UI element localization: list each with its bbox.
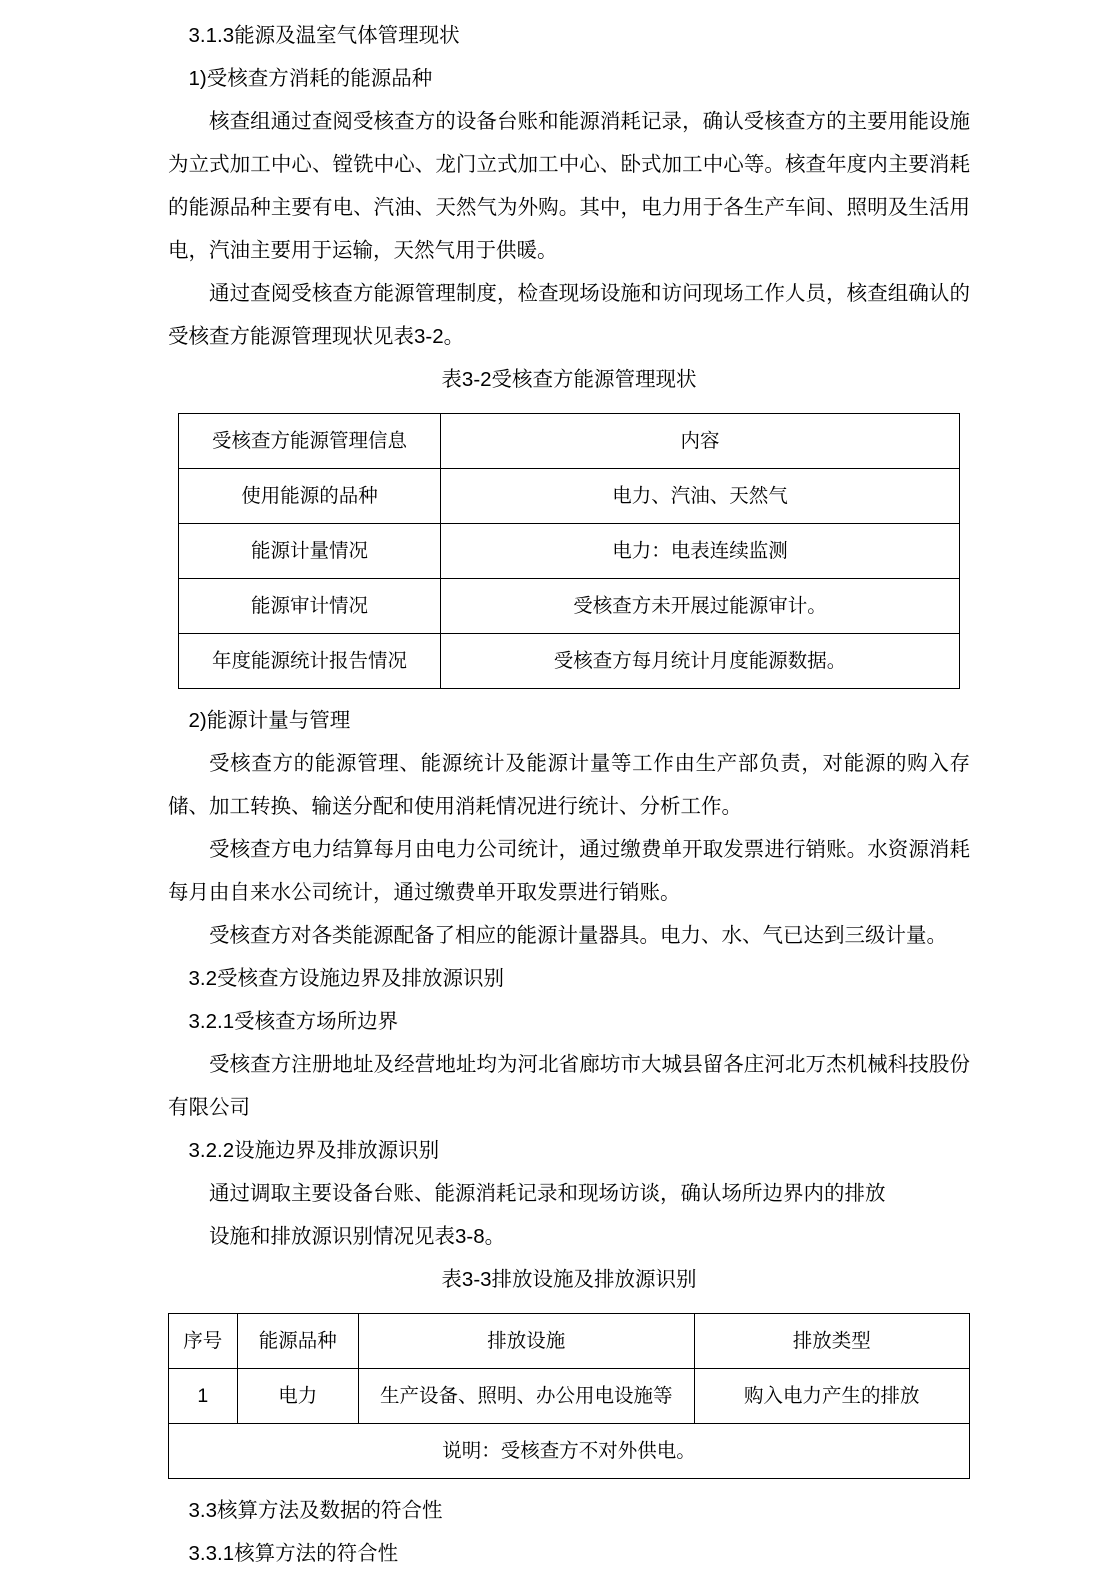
table-cell: 年度能源统计报告情况	[179, 634, 441, 689]
heading-3-2-2: 3.2.2设施边界及排放源识别	[188, 1139, 440, 1162]
paragraph-3: 受核查方的能源管理、能源统计及能源计量等工作由生产部负责，对能源的购入存储、加工转换、输送分配和使用消耗情况进行统计、分析工作。	[168, 752, 970, 818]
paragraph-5: 受核查方对各类能源配备了相应的能源计量器具。电力、水、气已达到三级计量。	[209, 924, 947, 947]
paragraph-7: 通过调取主要设备台账、能源消耗记录和现场访谈，确认场所边界内的排放	[209, 1182, 886, 1205]
list-item-1: 1)受核查方消耗的能源品种	[188, 67, 433, 90]
table-cell: 购入电力产生的排放	[694, 1369, 969, 1424]
table-2-caption: 表3-3排放设施及排放源识别	[441, 1268, 697, 1291]
table-1-caption: 表3-2受核查方能源管理现状	[441, 368, 697, 391]
table-cell: 能源审计情况	[179, 579, 441, 634]
table-row	[179, 579, 960, 634]
table-header-cell: 能源品种	[237, 1314, 358, 1369]
table-row	[169, 1314, 970, 1369]
table-1-wrapper	[168, 413, 970, 689]
table-cell: 1	[169, 1369, 238, 1424]
table-cell: 能源计量情况	[179, 524, 441, 579]
table-cell: 生产设备、照明、办公用电设施等	[358, 1369, 694, 1424]
table-header-cell: 内容	[441, 414, 960, 469]
table-note-cell: 说明：受核查方不对外供电。	[169, 1424, 970, 1479]
table-cell: 电力：电表连续监测	[441, 524, 960, 579]
table-header-cell: 受核查方能源管理信息	[179, 414, 441, 469]
table-row	[179, 469, 960, 524]
table-row	[179, 414, 960, 469]
table-header-cell: 序号	[169, 1314, 238, 1369]
table-row	[169, 1369, 970, 1424]
paragraph-6: 受核查方注册地址及经营地址均为河北省廊坊市大城县留各庄河北万杰机械科技股份有限公司	[168, 1053, 970, 1119]
heading-3-2: 3.2受核查方设施边界及排放源识别	[188, 967, 504, 990]
table-header-cell: 排放设施	[358, 1314, 694, 1369]
paragraph-2: 通过查阅受核查方能源管理制度，检查现场设施和访问现场工作人员，核查组确认的受核查方能源管理现状见表3-2。	[168, 282, 970, 348]
energy-management-table	[178, 413, 960, 689]
table-cell: 受核查方未开展过能源审计。	[441, 579, 960, 634]
table-cell: 电力、汽油、天然气	[441, 469, 960, 524]
heading-3-3: 3.3核算方法及数据的符合性	[188, 1499, 443, 1522]
table-cell: 受核查方每月统计月度能源数据。	[441, 634, 960, 689]
table-2-wrapper	[168, 1313, 970, 1479]
table-row	[179, 524, 960, 579]
paragraph-4: 受核查方电力结算每月由电力公司统计，通过缴费单开取发票进行销账。水资源消耗每月由自来水公司统计，通过缴费单开取发票进行销账。	[168, 838, 970, 904]
table-cell: 使用能源的品种	[179, 469, 441, 524]
heading-3-3-1: 3.3.1核算方法的符合性	[188, 1542, 399, 1565]
paragraph-7b: 设施和排放源识别情况见表3-8。	[209, 1225, 506, 1248]
table-header-cell: 排放类型	[694, 1314, 969, 1369]
list-item-2: 2)能源计量与管理	[188, 709, 351, 732]
heading-3-2-1: 3.2.1受核查方场所边界	[188, 1010, 399, 1033]
emission-sources-table	[168, 1313, 970, 1479]
heading-3-1-3: 3.1.3能源及温室气体管理现状	[188, 24, 460, 47]
table-row	[179, 634, 960, 689]
paragraph-1: 核查组通过查阅受核查方的设备台账和能源消耗记录，确认受核查方的主要用能设施为立式加工中心、镗铣中心、龙门立式加工中心、卧式加工中心等。核查年度内主要消耗的能源品种主要有电、汽油、天然气为外购。其中，电力用于各生产车间、照明及生活用电，汽油主要用于运输，天然气用于供暖。	[168, 110, 970, 262]
table-cell: 电力	[237, 1369, 358, 1424]
table-note-row	[169, 1424, 970, 1479]
